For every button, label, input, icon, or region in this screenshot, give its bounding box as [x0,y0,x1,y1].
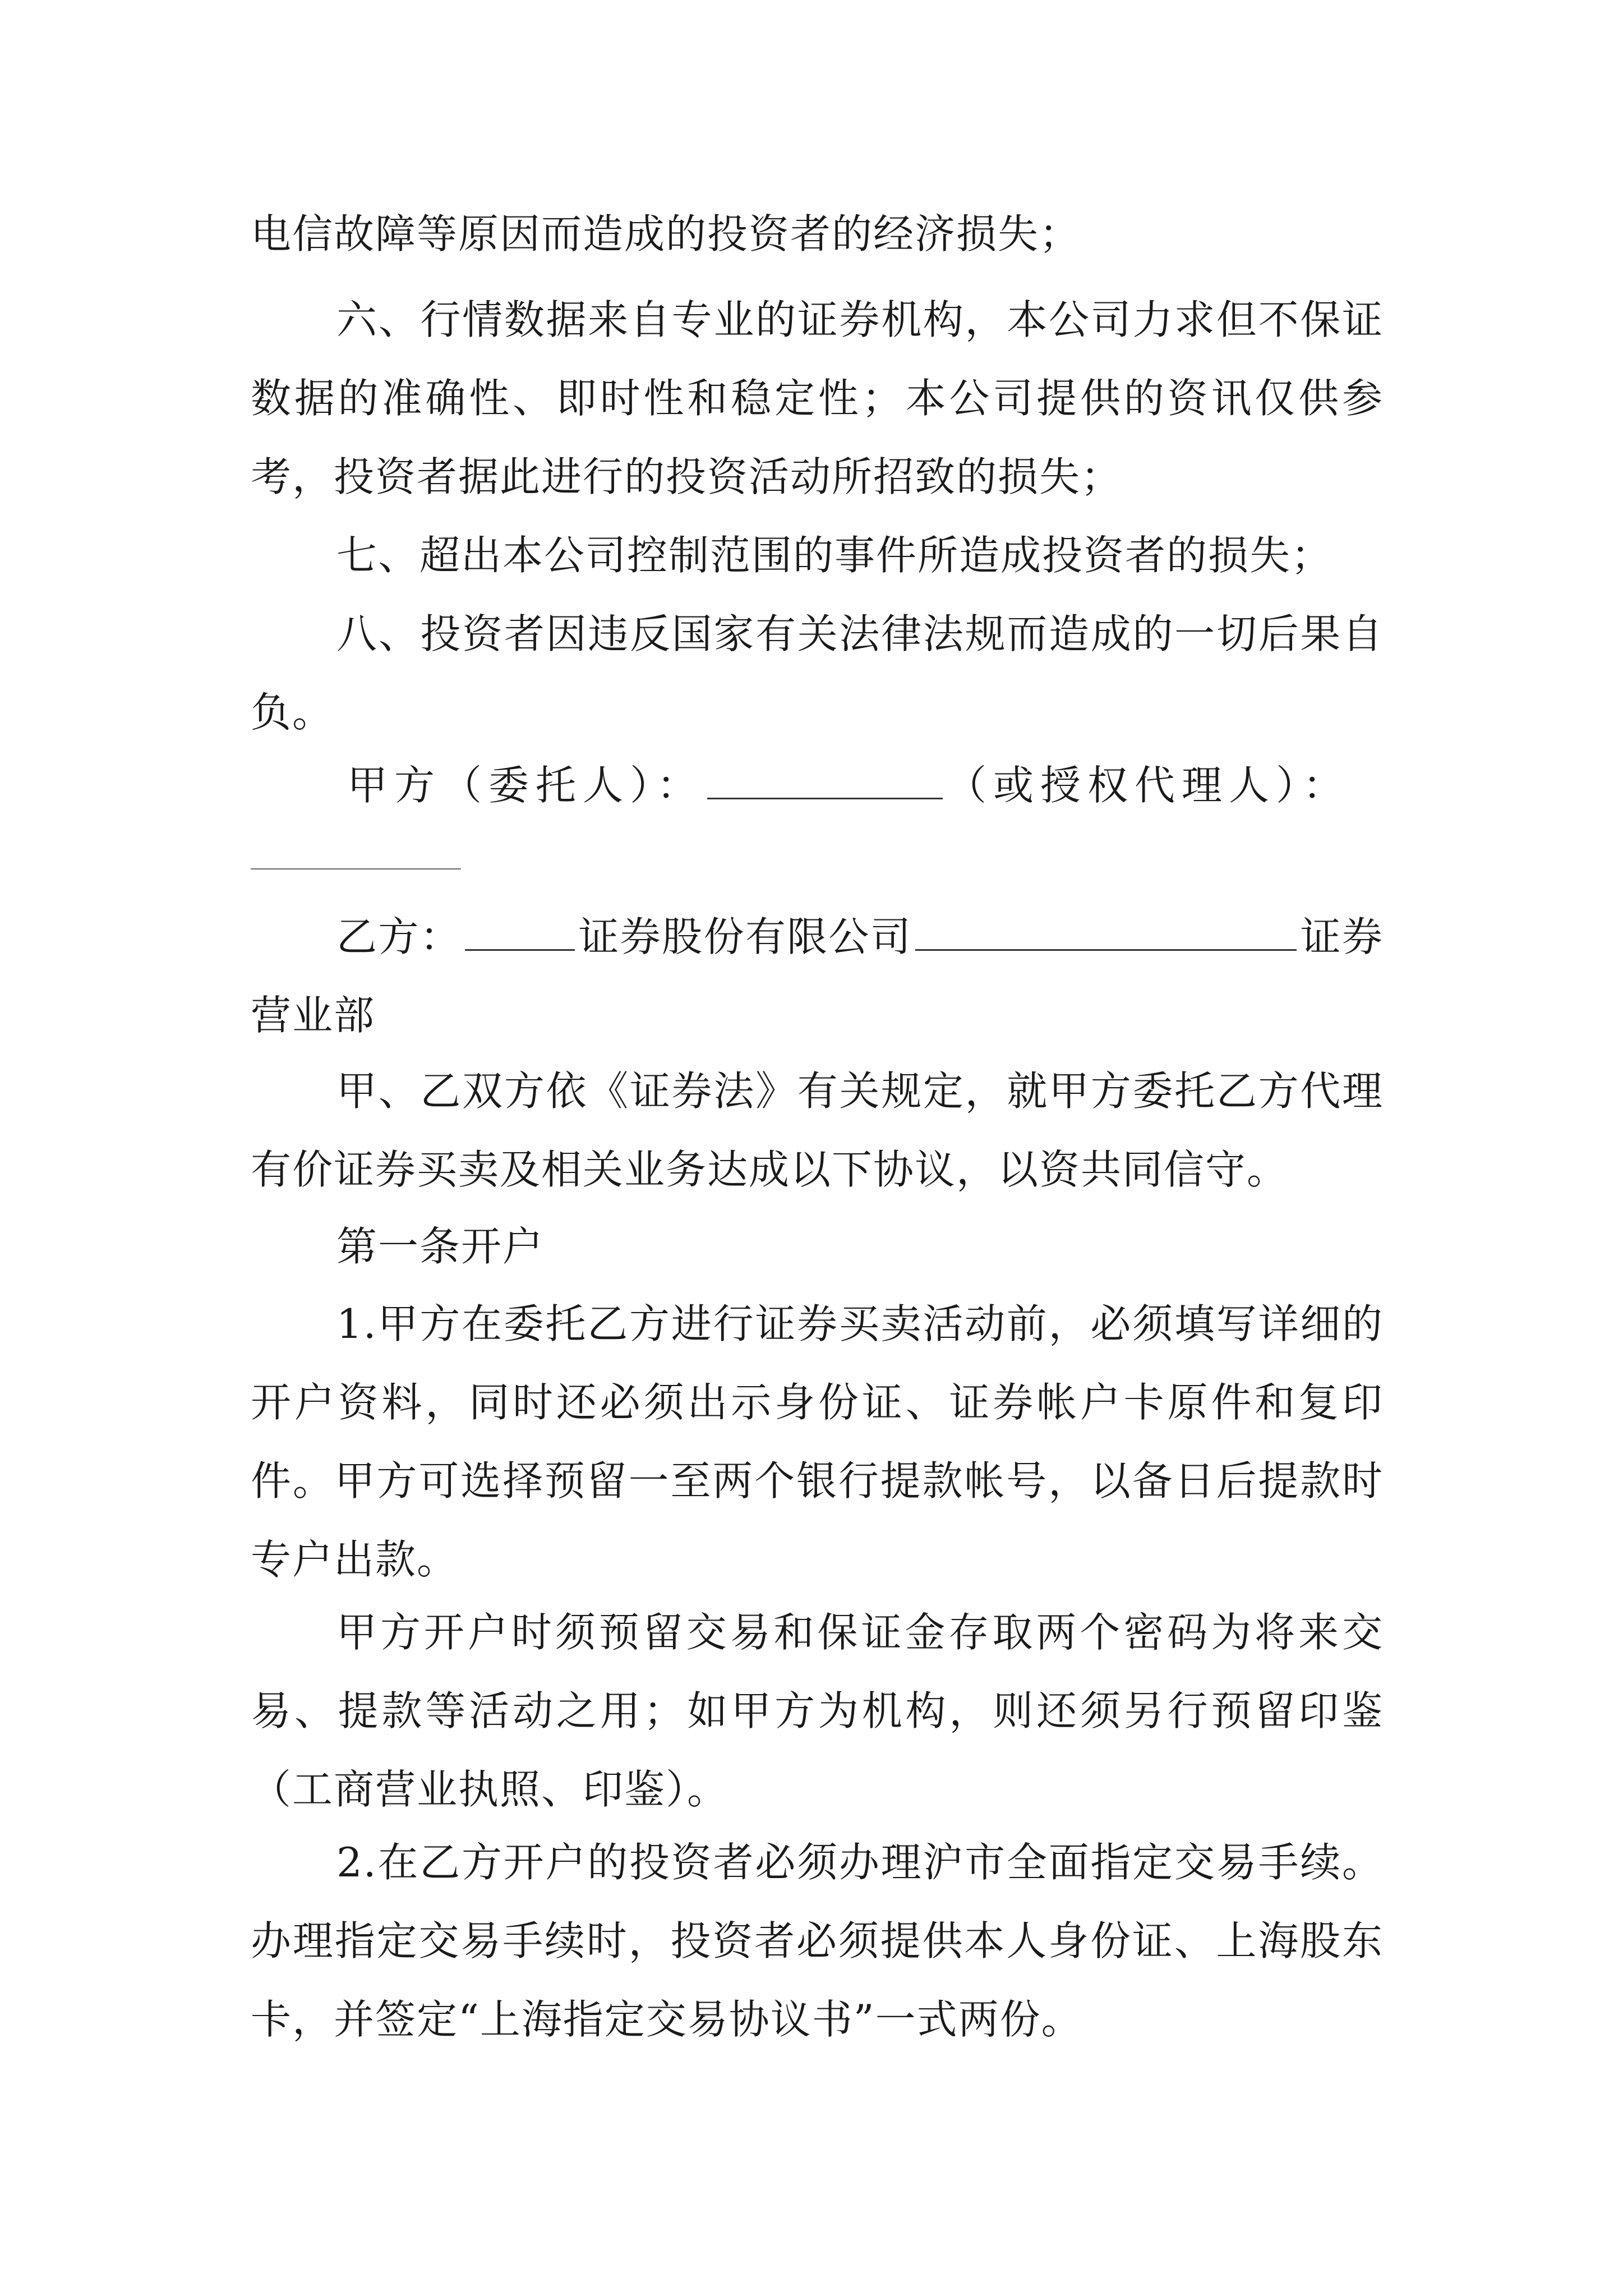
party-b-line [251,898,1384,1055]
party-a-agent-label: （或授权代理人）： [946,762,1350,809]
party-b-branch-blank[interactable] [915,915,1297,951]
paragraph-preamble: 甲、乙双方依《证券法》有关规定，就甲方委托乙方代理有价证券买卖及相关业务达成以下协议，以资共同信守。 [251,1068,1384,1193]
paragraph-telecom-tail: 电信故障等原因而造成的投资者的经济损失； [251,210,1081,257]
paragraph-item-7: 七、超出本公司控制范围的事件所造成投资者的损失； [336,532,1333,579]
paragraph-article-1-1b: 甲方开户时须预留交易和保证金存取两个密码为将来交易、提款等活动之用；如甲方为机构，则还须另行预留印鉴（工商营业执照、印鉴）。 [251,1609,1384,1813]
party-b-company: 证券股份有限公司 [578,913,912,960]
party-a-name-blank[interactable] [707,764,943,799]
party-a-label: 甲方（委托人）： [347,762,704,809]
party-b-securities-blank[interactable] [465,915,575,951]
paragraph-item-6: 六、行情数据来自专业的证券机构，本公司力求但不保证数据的准确性、即时性和稳定性；本公司提供的资讯仅供参考，投资者据此进行的投资活动所招致的损失； [251,296,1384,500]
article-1-title: 第一条开户 [336,1223,545,1270]
paragraph-article-1-1: 1.甲方在委托乙方进行证券买卖活动前，必须填写详细的开户资料，同时还必须出示身份证、证券帐户卡原件和复印件。甲方可选择预留一至两个银行提款帐号，以备日后提款时专户出款。 [251,1300,1384,1583]
party-a-line [251,746,1384,825]
party-b-dept: 证券营业部 [251,913,1384,1039]
paragraph-article-1-2: 2.在乙方开户的投资者必须办理沪市全面指定交易手续。办理指定交易手续时，投资者必须提供本人身份证、上海股东卡，并签定“上海指定交易协议书”一式两份。 [251,1839,1384,2043]
party-b-label: 乙方： [336,913,462,960]
paragraph-item-8: 八、投资者因违反国家有关法律法规而造成的一切后果自负。 [251,610,1384,736]
party-a-agent-blank[interactable] [251,868,461,869]
